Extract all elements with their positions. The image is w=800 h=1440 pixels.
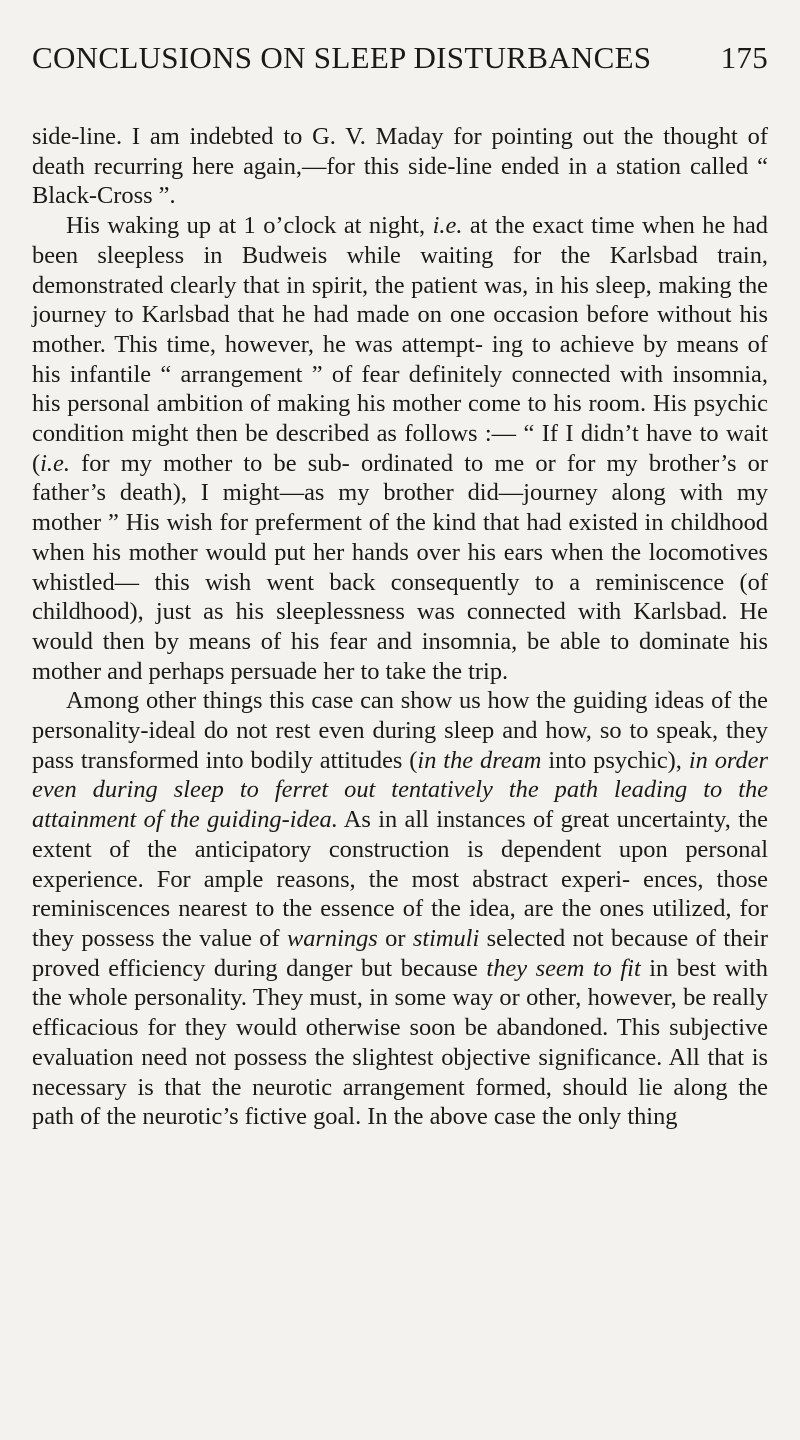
text-run: for my mother to be sub- ordinated to me or for my brother’s or father’s death), I might—as my brother did—journey along with my mother ” His wish for preferment of the kind that had existed in childhood when his mother would put her hands over his ears when the locomotives whistled— this wish went back consequently to a reminiscence (of childhood), just as his sleeplessness was connected with Karlsbad. He would then by means of his fear and insomnia, be able to dominate his mother and perhaps persuade her to take the trip. bbox=[32, 449, 768, 685]
text-run: His waking up at 1 o’clock at night, bbox=[66, 212, 433, 240]
running-head-title: CONCLUSIONS ON SLEEP DISTURBANCES bbox=[32, 40, 652, 75]
italic-text: in the dream bbox=[417, 746, 542, 774]
paragraph bbox=[32, 211, 768, 686]
book-page bbox=[32, 40, 768, 1132]
italic-text: in order even during sleep to ferret out tentatively the path leading to the attainment of the guiding-idea. bbox=[32, 746, 768, 834]
paragraph bbox=[32, 122, 768, 211]
text-run: As in all instances of great uncertainty, the extent of the anticipatory construction is dependent upon personal experience. For ample reasons, the most abstract experi- ences, those reminiscences nearest to the essence of the idea, are the ones utilized, for they possess the value of bbox=[32, 806, 768, 952]
italic-text: warnings bbox=[286, 924, 378, 952]
body-text bbox=[32, 122, 768, 1132]
text-run: selected not because of their proved efficiency during danger but because bbox=[32, 924, 768, 982]
italic-text: i.e. bbox=[432, 212, 463, 240]
italic-text: i.e. bbox=[40, 449, 70, 477]
text-run: in best with the whole personality. They must, in some way or other, however, be really efficacious for they would otherwise soon be abandoned. This subjective evaluation need not possess the slightest objective significance. All that is necessary is that the neurotic arrangement formed, should lie along the path of the neurotic’s fictive goal. In the above case the only thing bbox=[32, 954, 768, 1131]
text-run: into psychic), bbox=[541, 746, 689, 774]
text-run: Among other things this case can show us how the guiding ideas of the personality-ideal do not rest even during sleep and how, so to speak, they pass transformed into bodily attitudes ( bbox=[32, 687, 768, 774]
running-head bbox=[32, 40, 768, 84]
text-run: at the exact time when he had been sleepless in Budweis while waiting for the Karlsbad train, demonstrated clearly that in spirit, the patient was, in his sleep, making the journey to Karlsbad that he had made on one occasion before without his mother. This time, however, he was attempt- ing to achieve by means of his infantile “ arrangement ” of fear definitely connected with insomnia, his personal ambition of making his mother come to his room. His psychic condition might then be described as follows :— “ If I didn’t have to wait ( bbox=[32, 212, 768, 477]
paragraph bbox=[32, 686, 768, 1132]
text-run: or bbox=[377, 924, 413, 952]
page-number: 175 bbox=[720, 40, 768, 75]
text-run: side-line. I am indebted to G. V. Maday for pointing out the thought of death recurring here again,—for this side-line ended in a station called “ Black-Cross ”. bbox=[32, 123, 768, 210]
italic-text: stimuli bbox=[412, 924, 480, 952]
italic-text: they seem to fit bbox=[486, 954, 641, 982]
